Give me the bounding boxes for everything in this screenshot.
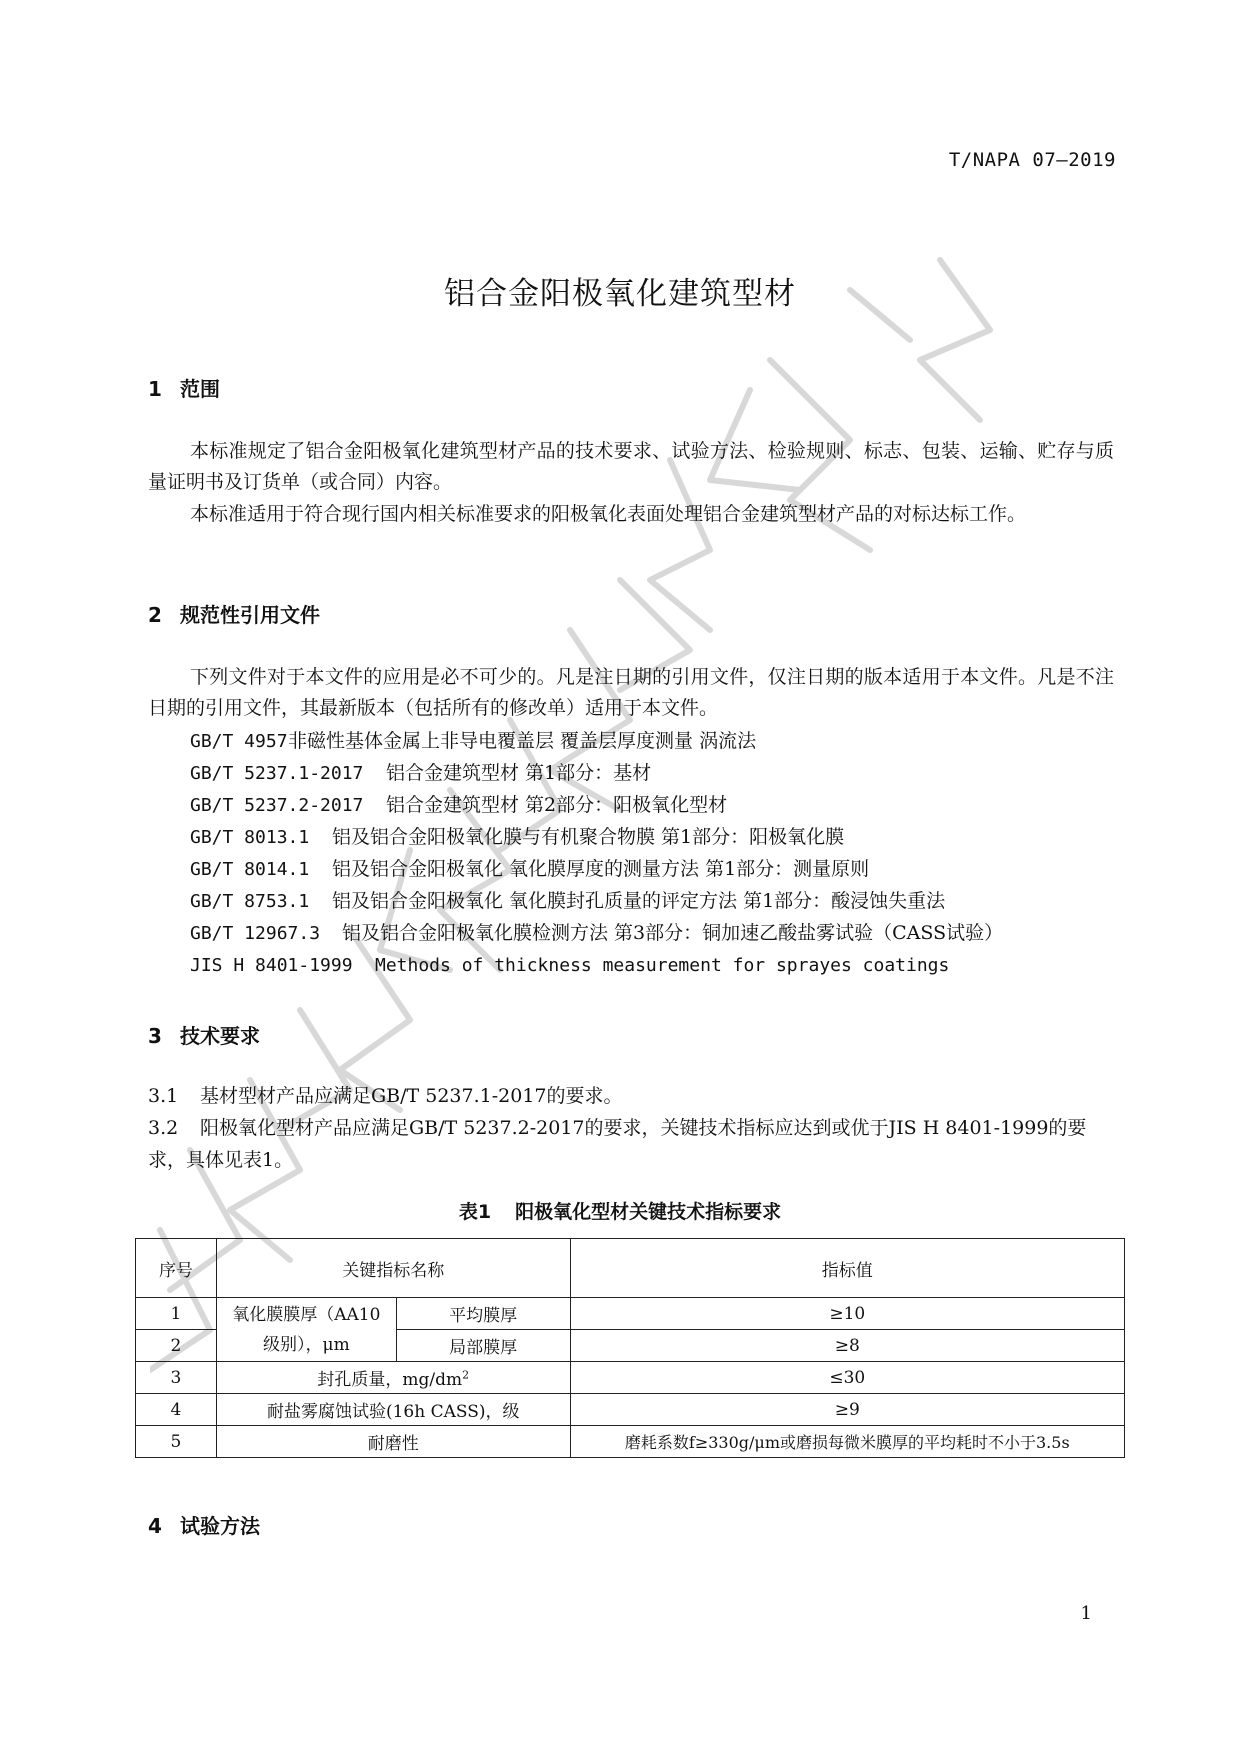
reference-item: GB/T 8753.1 铝及铝合金阳极氧化 氧化膜封孔质量的评定方法 第1部分：酸浸蚀失重法: [190, 890, 946, 912]
reference-item: GB/T 5237.2-2017 铝合金建筑型材 第2部分：阳极氧化型材: [190, 794, 728, 816]
document-title: 铝合金阳极氧化建筑型材: [444, 276, 796, 312]
section-3-heading: 3 技术要求: [148, 1024, 260, 1048]
table-row: 2 局部膜厚 ≥8: [136, 1330, 1125, 1362]
table-row: 5 耐磨性 磨耗系数f≥330g/μm或磨损每微米膜厚的平均耗时不小于3.5s: [136, 1426, 1125, 1458]
reference-item: GB/T 5237.1-2017 铝合金建筑型材 第1部分：基材: [190, 762, 652, 784]
reference-item: GB/T 12967.3 铝及铝合金阳极氧化膜检测方法 第3部分：铜加速乙酸盐雾试验（CASS试验）: [190, 922, 1004, 944]
reference-item: GB/T 8013.1 铝及铝合金阳极氧化膜与有机聚合物膜 第1部分：阳极氧化膜: [190, 826, 845, 848]
spec-table: [135, 1238, 1125, 1458]
header-name: 关键指标名称: [216, 1239, 570, 1298]
page-number: 1: [1080, 1603, 1092, 1624]
section-1-paragraph: 本标准适用于符合现行国内相关标准要求的阳极氧化表面处理铝合金建筑型材产品的对标达标工作。: [190, 503, 1027, 525]
header-value: 指标值: [570, 1239, 1124, 1298]
requirement-item: 3.2 阳极氧化型材产品应满足GB/T 5237.2-2017的要求，关键技术指标应达到或优于JIS H 8401-1999的要求，具体见表1。: [148, 1117, 1087, 1171]
reference-item: GB/T 4957非磁性基体金属上非导电覆盖层 覆盖层厚度测量 涡流法: [190, 730, 757, 752]
header-no: 序号: [136, 1239, 217, 1298]
section-2-intro: 下列文件对于本文件的应用是必不可少的。凡是注日期的引用文件，仅注日期的版本适用于本文件。凡是不注日期的引用文件，其最新版本（包括所有的修改单）适用于本文件。: [148, 666, 1114, 719]
requirement-item: 3.1 基材型材产品应满足GB/T 5237.1-2017的要求。: [148, 1085, 623, 1107]
table-row: 4 耐盐雾腐蚀试验(16h CASS)，级 ≥9: [136, 1394, 1125, 1426]
table-caption: 表1 阳极氧化型材关键技术指标要求: [458, 1201, 782, 1223]
table-row: 1 氧化膜膜厚（AA10级别），μm 平均膜厚 ≥10: [136, 1298, 1125, 1330]
section-1-paragraph: 本标准规定了铝合金阳极氧化建筑型材产品的技术要求、试验方法、检验规则、标志、包装、运输、贮存与质量证明书及订货单（或合同）内容。: [148, 440, 1114, 493]
table-header-row: [136, 1239, 1125, 1298]
group-label-cell: 氧化膜膜厚（AA10级别），μm: [216, 1298, 396, 1362]
section-4-heading: 4 试验方法: [148, 1514, 260, 1538]
section-1-heading: 1 范围: [148, 377, 220, 401]
standard-code: T/NAPA 07—2019: [948, 149, 1116, 171]
table-row: 3 封孔质量，$mg/dm^2$ ≤30: [136, 1362, 1125, 1394]
reference-item: GB/T 8014.1 铝及铝合金阳极氧化 氧化膜厚度的测量方法 第1部分：测量原则: [190, 858, 870, 880]
reference-item: JIS H 8401-1999 Methods of thickness measurement for sprayes coatings: [190, 955, 950, 976]
section-2-heading: 2 规范性引用文件: [148, 603, 320, 627]
